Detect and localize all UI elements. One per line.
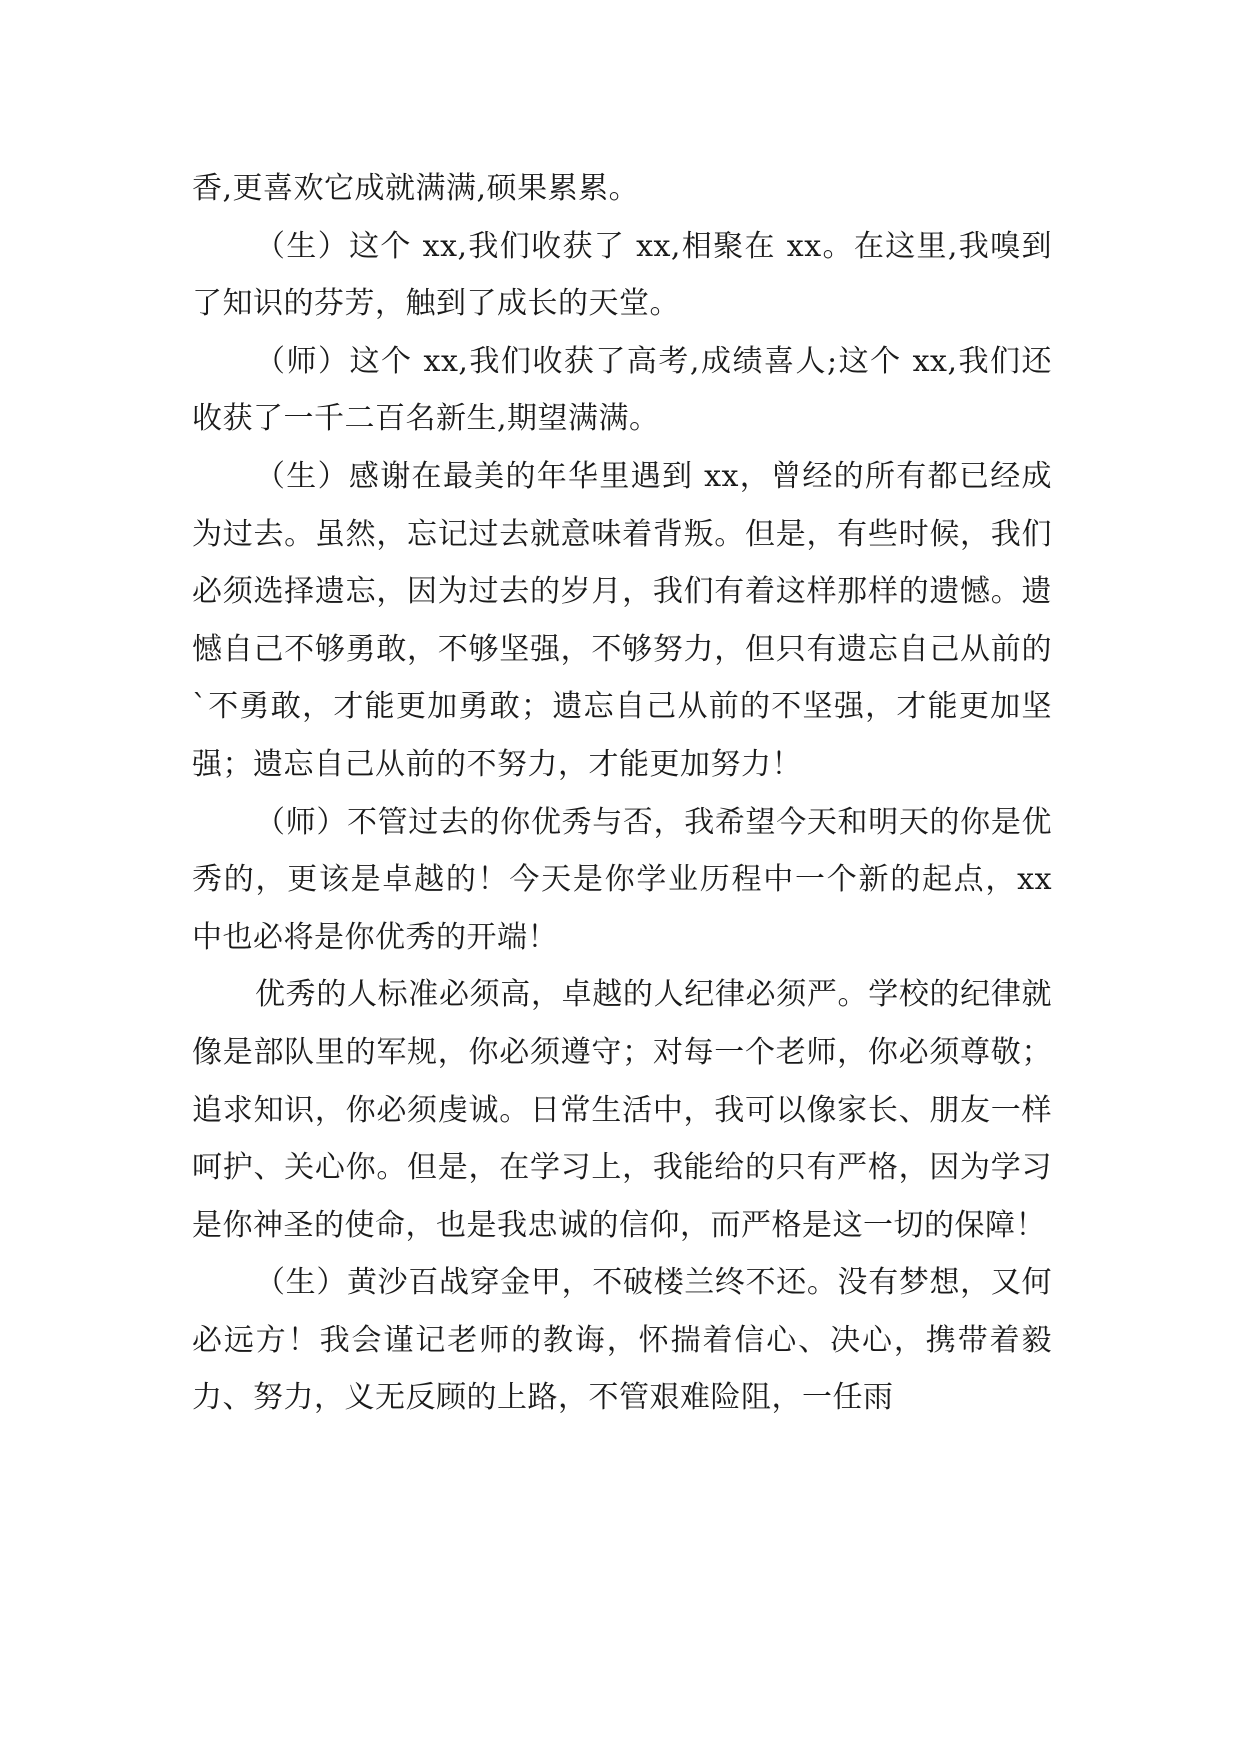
paragraph-1: 香,更喜欢它成就满满,硕果累累。 <box>192 171 640 206</box>
paragraph-3: （师）这个 xx,我们收获了高考,成绩喜人;这个 xx,我们还收获了一千二百名新生,期望满满。 <box>192 343 1052 437</box>
paragraph-5: （师）不管过去的你优秀与否，我希望今天和明天的你是优秀的，更该是卓越的！今天是你学业历程中一个新的起点，xx 中也必将是你优秀的开端！ <box>192 804 1052 955</box>
paragraph-6: 优秀的人标准必须高，卓越的人纪律必须严。学校的纪律就像是部队里的军规，你必须遵守；对每一个老师，你必须尊敬；追求知识，你必须虔诚。日常生活中，我可以像家长、朋友一样呵护、关心你。但是，在学习上，我能给的只有严格，因为学习是你神圣的使命，也是我忠诚的信仰，而严格是这一切的保障！ <box>192 977 1052 1243</box>
paragraph-4: （生）感谢在最美的年华里遇到 xx，曾经的所有都已经成为过去。虽然，忘记过去就意味着背叛。但是，有些时候，我们必须选择遗忘，因为过去的岁月，我们有着这样那样的遗憾。遗憾自己不够勇敢，不够坚强，不够努力，但只有遗忘自己从前的`不勇敢，才能更加勇敢；遗忘自己从前的不坚强，才能更加坚强；遗忘自己从前的不努力，才能更加努力！ <box>192 458 1052 782</box>
paragraph-2: （生）这个 xx,我们收获了 xx,相聚在 xx。在这里,我嗅到了知识的芬芳，触到了成长的天堂。 <box>192 228 1052 322</box>
paragraph-7: （生）黄沙百战穿金甲，不破楼兰终不还。没有梦想，又何必远方！我会谨记老师的教诲，怀揣着信心、决心，携带着毅力、努力，义无反顾的上路，不管艰难险阻，一任雨 <box>192 1265 1052 1416</box>
document-body <box>192 160 1052 1427</box>
